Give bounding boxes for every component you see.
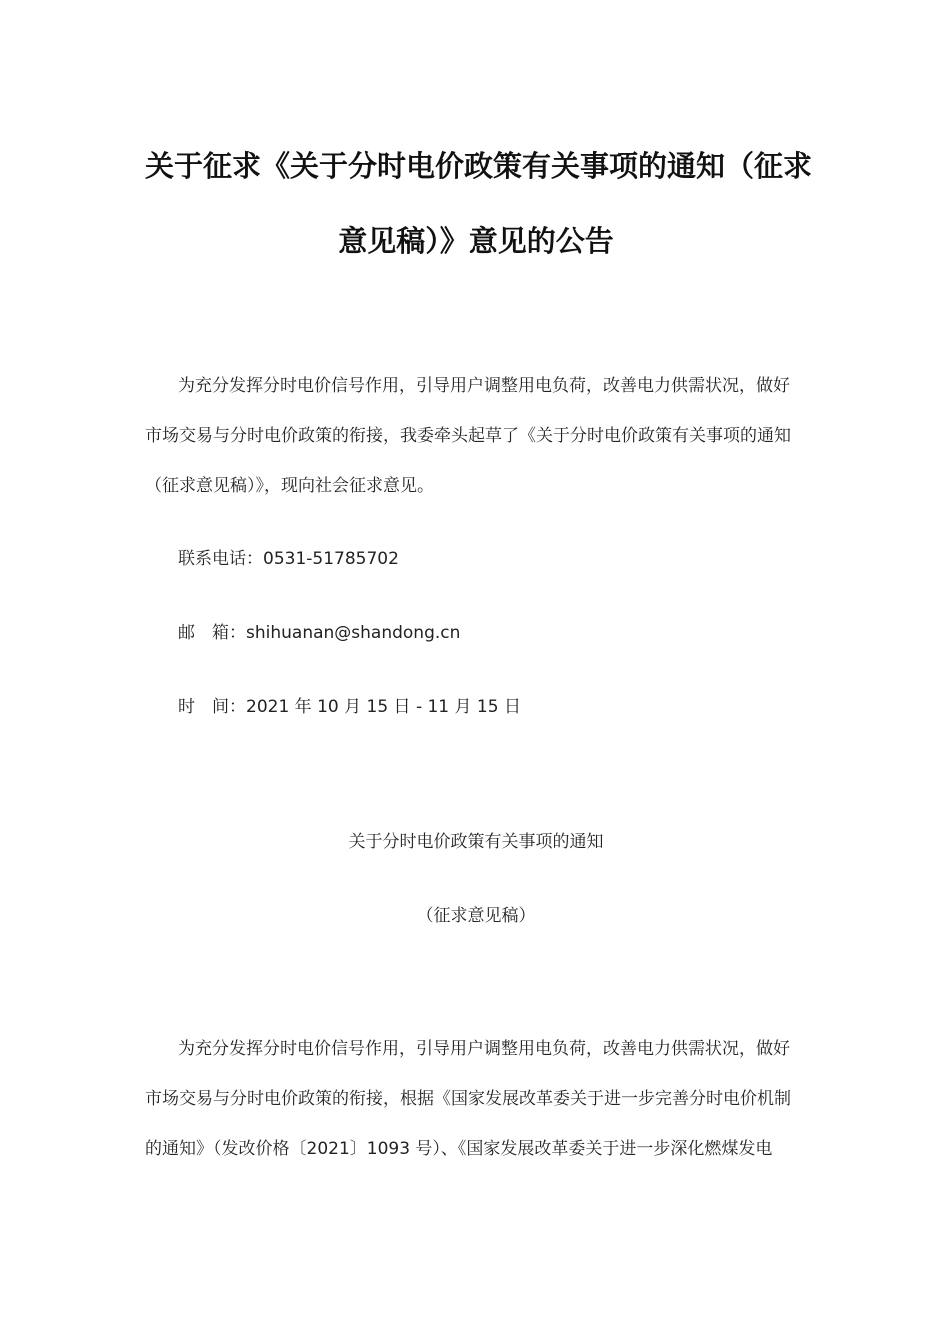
contact-phone: 联系电话：0531-51785702 (178, 549, 399, 569)
notice-body-line-1: 为充分发挥分时电价信号作用，引导用户调整用电负荷，改善电力供需状况，做好 (178, 1039, 790, 1059)
intro-line-1: 为充分发挥分时电价信号作用，引导用户调整用电负荷，改善电力供需状况，做好 (178, 376, 790, 396)
comment-period: 时 间：2021 年 10 月 15 日 - 11 月 15 日 (178, 697, 521, 717)
notice-subtitle: （征求意见稿） (416, 906, 536, 926)
contact-email: 邮 箱：shihuanan@shandong.cn (178, 623, 461, 643)
notice-body-line-2: 市场交易与分时电价政策的衔接，根据《国家发展改革委关于进一步完善分时电价机制 (145, 1089, 791, 1109)
notice-body-paragraph (145, 1037, 807, 1161)
announcement-title-line-2: 意见稿）》意见的公告 (338, 224, 614, 258)
intro-line-2: 市场交易与分时电价政策的衔接，我委牵头起草了《关于分时电价政策有关事项的通知 (145, 426, 791, 446)
notice-title: 关于分时电价政策有关事项的通知 (348, 832, 604, 852)
notice-body-line-3: 的通知》（发改价格〔2021〕1093 号）、《国家发展改革委关于进一步深化燃煤发电 (145, 1139, 773, 1159)
announcement-title-line-1: 关于征求《关于分时电价政策有关事项的通知（征求 (145, 149, 813, 183)
announcement-intro-paragraph (145, 374, 807, 498)
intro-line-3: （征求意见稿）》，现向社会征求意见。 (145, 476, 434, 496)
